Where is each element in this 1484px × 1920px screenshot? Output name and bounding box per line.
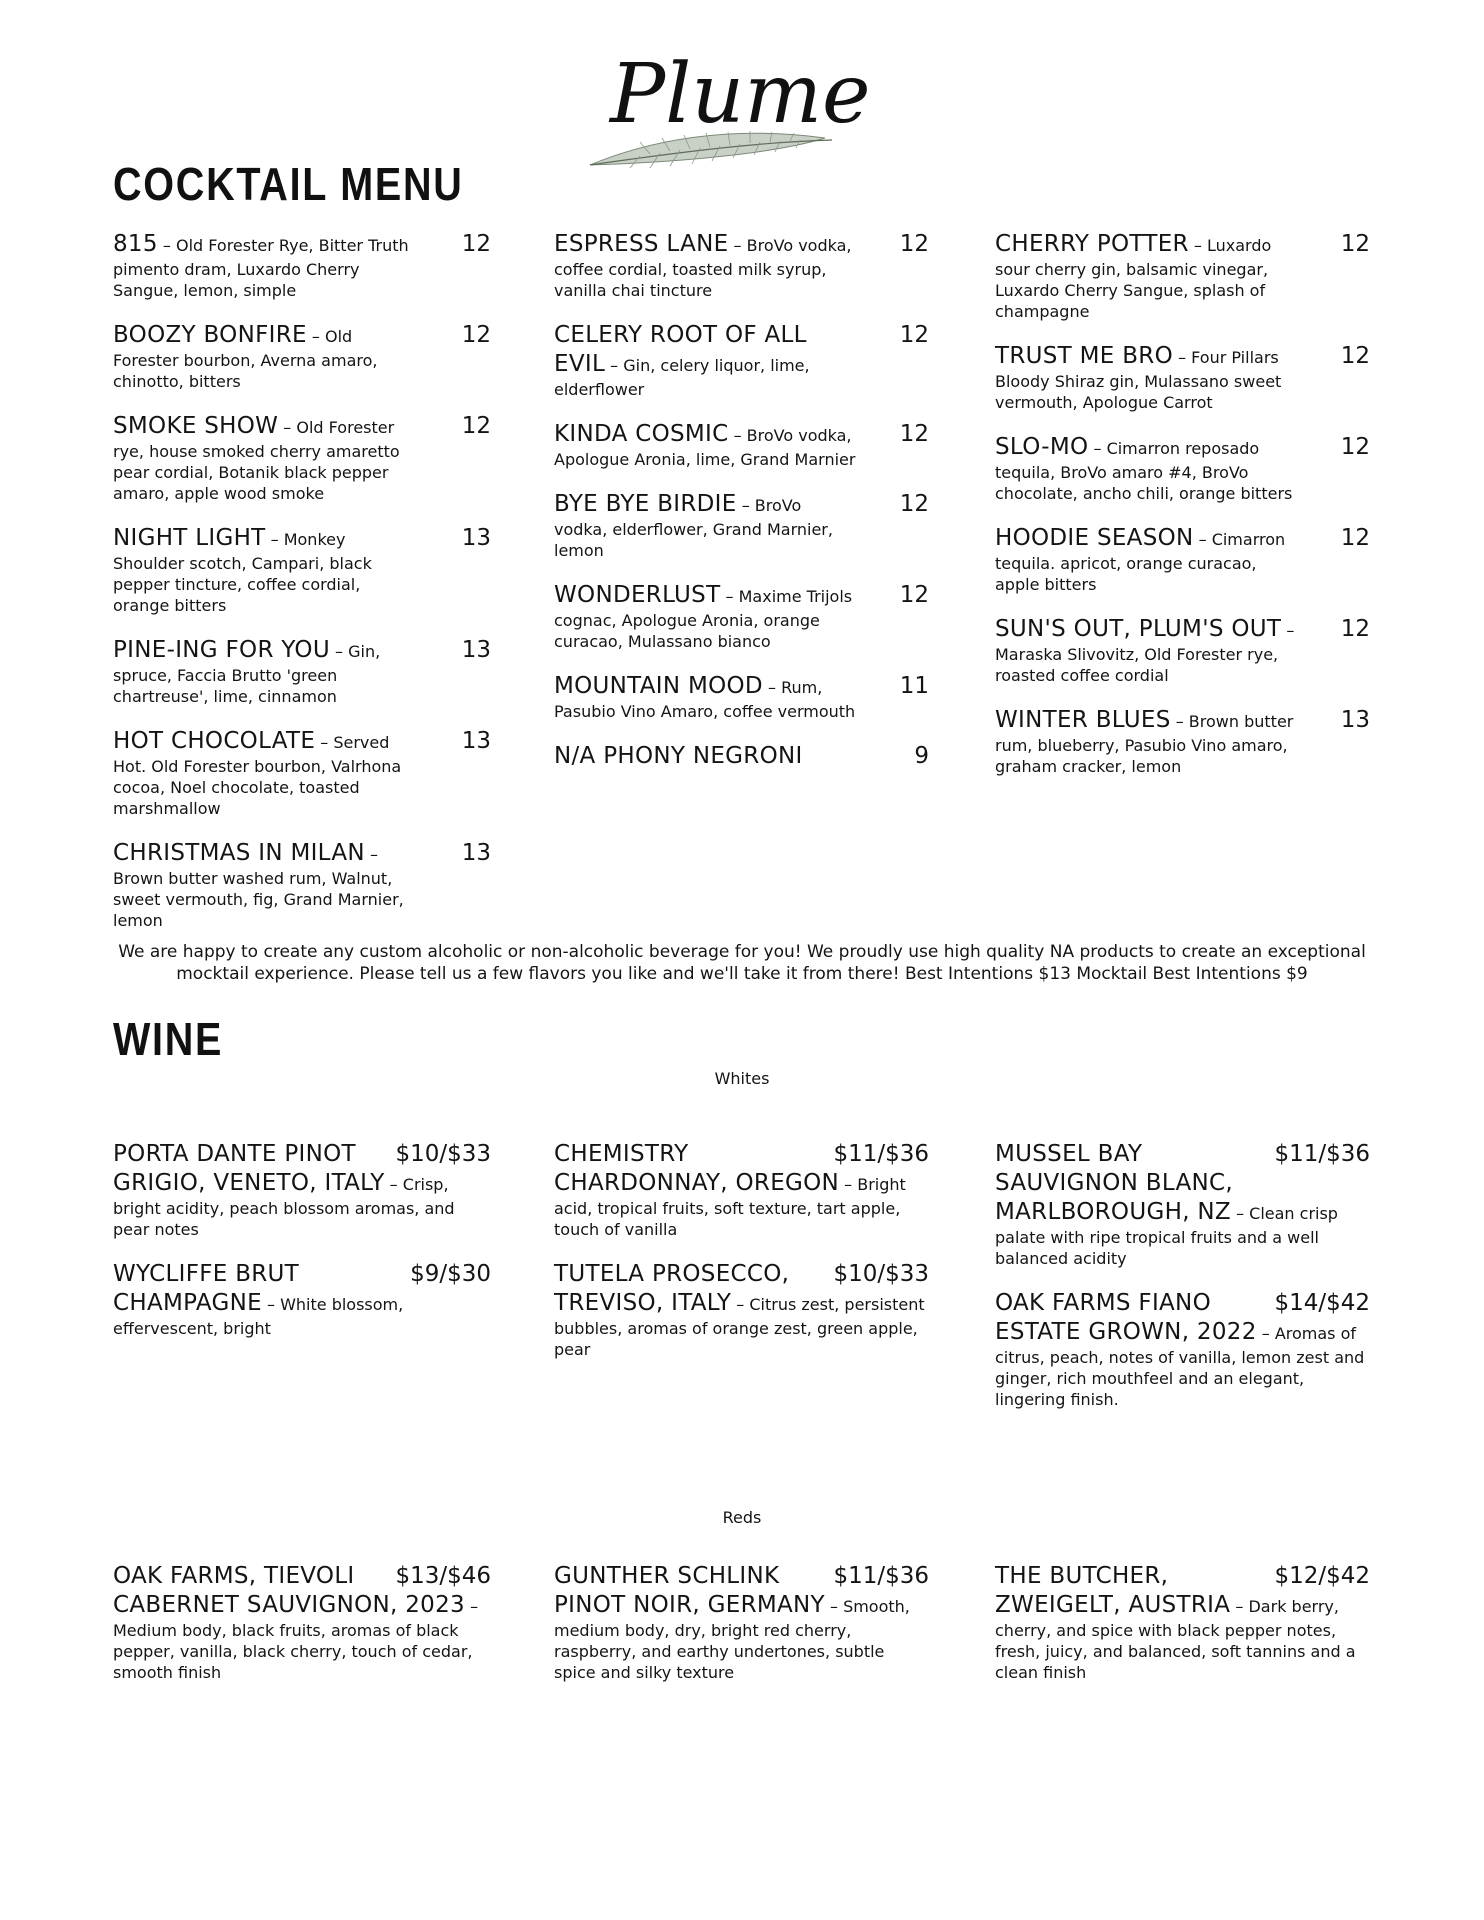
- cocktail-price: 12: [1340, 616, 1370, 642]
- red-wine-item: [554, 1562, 929, 1683]
- red-wine-item: [113, 1562, 491, 1683]
- cocktail-item: [113, 412, 491, 504]
- cocktail-heading: [554, 321, 929, 400]
- cocktail-heading: [995, 615, 1370, 686]
- dash-separator: –: [728, 426, 747, 445]
- cocktail-name: 815: [113, 231, 158, 257]
- cocktail-description: Cimarron reposado tequila, BroVo amaro #4, BroVo chocolate, ancho chili, orange bitters: [995, 439, 1293, 503]
- dash-separator: –: [329, 642, 349, 661]
- cocktail-price: 12: [1340, 343, 1370, 369]
- cocktail-name: CHRISTMAS IN MILAN: [113, 840, 365, 866]
- cocktail-price: 13: [461, 728, 491, 754]
- cocktail-name: BOOZY BONFIRE: [113, 322, 307, 348]
- cocktail-name: N/A PHONY NEGRONI: [554, 743, 803, 769]
- dash-separator: –: [1188, 236, 1207, 255]
- cocktail-description: Gin, celery liquor, lime, elderflower: [554, 356, 810, 399]
- cocktail-price: 11: [899, 673, 929, 699]
- cocktail-heading: [113, 230, 491, 301]
- dash-separator: –: [1230, 1204, 1250, 1223]
- cocktail-heading: [113, 636, 491, 707]
- cocktail-name: CHERRY POTTER: [995, 231, 1189, 257]
- cocktail-item: [995, 524, 1370, 595]
- white-wine-description: Citrus zest, persistent bubbles, aromas of orange zest, green apple, pear: [554, 1295, 925, 1359]
- cocktail-description: BroVo vodka, elderflower, Grand Marnier, lemon: [554, 496, 833, 560]
- whites-column-3: [995, 1140, 1370, 1430]
- cocktail-name: HOODIE SEASON: [995, 525, 1194, 551]
- cocktail-price: 12: [461, 413, 491, 439]
- dash-separator: –: [1256, 1324, 1275, 1343]
- dash-separator: –: [839, 1175, 858, 1194]
- cocktail-price: 12: [899, 582, 929, 608]
- cocktail-item: [113, 230, 491, 301]
- cocktail-price: 12: [899, 322, 929, 348]
- cocktail-description: Brown butter rum, blueberry, Pasubio Vino amaro, graham cracker, lemon: [995, 712, 1294, 776]
- white-wine-name: CHEMISTRY CHARDONNAY, OREGON: [554, 1141, 840, 1196]
- white-wine-item: [995, 1140, 1370, 1269]
- cocktail-description: Maxime Trijols cognac, Apologue Aronia, orange curacao, Mulassano bianco: [554, 587, 853, 651]
- dash-separator: –: [736, 496, 755, 515]
- cocktail-name: MOUNTAIN MOOD: [554, 673, 763, 699]
- dash-separator: –: [315, 733, 334, 752]
- dash-separator: –: [728, 236, 747, 255]
- cocktail-description: Monkey Shoulder scotch, Campari, black pepper tincture, coffee cordial, orange bitters: [113, 530, 372, 615]
- cocktail-item: [995, 433, 1370, 504]
- cocktail-item: [113, 727, 491, 819]
- cocktail-item: [554, 581, 929, 652]
- cocktail-heading: [554, 742, 929, 771]
- reds-column-3: [995, 1562, 1370, 1703]
- red-wine-name: GUNTHER SCHLINK PINOT NOIR, GERMANY: [554, 1563, 825, 1618]
- cocktail-name: WINTER BLUES: [995, 707, 1171, 733]
- red-wine-price: $13/$46: [387, 1562, 491, 1591]
- reds-column-1: [113, 1562, 491, 1703]
- cocktail-price: 12: [1340, 434, 1370, 460]
- cocktail-heading: [113, 321, 491, 392]
- cocktail-description: Old Forester bourbon, Averna amaro, chinotto, bitters: [113, 327, 378, 391]
- cocktail-name: WONDERLUST: [554, 582, 721, 608]
- cocktail-heading: [113, 727, 491, 819]
- dash-separator: –: [731, 1295, 750, 1314]
- dash-separator: –: [384, 1175, 403, 1194]
- cocktail-heading: [995, 433, 1370, 504]
- cocktail-heading: [995, 524, 1370, 595]
- white-wine-price: $9/$30: [402, 1260, 491, 1289]
- cocktail-description: Old Forester Rye, Bitter Truth pimento dram, Luxardo Cherry Sangue, lemon, simple: [113, 236, 409, 300]
- cocktail-heading: [113, 412, 491, 504]
- cocktail-name: HOT CHOCOLATE: [113, 728, 316, 754]
- plume-logo: [570, 40, 900, 200]
- cocktail-menu-title: COCKTAIL MENU: [113, 158, 464, 210]
- cocktail-name: BYE BYE BIRDIE: [554, 491, 737, 517]
- cocktail-item: [113, 636, 491, 707]
- red-wine-description: Dark berry, cherry, and spice with black pepper notes, fresh, juicy, and balanced, soft tannins and a clean finish: [995, 1597, 1356, 1682]
- cocktail-price: 12: [461, 322, 491, 348]
- white-wine-description: Crisp, bright acidity, peach blossom aromas, and pear notes: [113, 1175, 455, 1239]
- whites-column-2: [554, 1140, 929, 1380]
- white-wine-price: $10/$33: [387, 1140, 491, 1169]
- white-wine-item: [995, 1289, 1370, 1410]
- dash-separator: –: [1193, 530, 1212, 549]
- cocktail-item: [554, 321, 929, 400]
- dash-separator: –: [157, 236, 176, 255]
- cocktail-name: SLO-MO: [995, 434, 1089, 460]
- dash-separator: –: [824, 1597, 844, 1616]
- white-wine-name: WYCLIFFE BRUT CHAMPAGNE: [113, 1261, 300, 1316]
- cocktail-description: Brown butter washed rum, Walnut, sweet vermouth, fig, Grand Marnier, lemon: [113, 869, 404, 930]
- dash-separator: –: [261, 1295, 281, 1314]
- cocktail-heading: [995, 230, 1370, 322]
- cocktail-heading: [995, 342, 1370, 413]
- white-wine-price: $14/$42: [1266, 1289, 1370, 1318]
- cocktail-heading: [113, 839, 491, 931]
- white-wine-name: OAK FARMS FIANO ESTATE GROWN, 2022: [995, 1290, 1257, 1345]
- cocktail-description: Maraska Slivovitz, Old Forester rye, roasted coffee cordial: [995, 645, 1279, 685]
- reds-column-2: [554, 1562, 929, 1703]
- cocktail-item: [554, 742, 929, 771]
- cocktail-price: 12: [899, 421, 929, 447]
- dash-separator: –: [762, 678, 782, 697]
- cocktail-heading: [554, 420, 929, 470]
- white-wine-price: $11/$36: [1266, 1140, 1370, 1169]
- white-wine-item: [554, 1140, 929, 1240]
- white-wine-item: [113, 1140, 491, 1240]
- cocktail-price: 13: [461, 525, 491, 551]
- dash-separator: –: [1230, 1597, 1249, 1616]
- cocktail-price: 12: [1340, 525, 1370, 551]
- cocktail-price: 9: [914, 743, 929, 769]
- reds-label: Reds: [722, 1508, 762, 1527]
- cocktail-item: [554, 490, 929, 561]
- cocktail-price: 12: [899, 231, 929, 257]
- cocktail-description: Four Pillars Bloody Shiraz gin, Mulassano sweet vermouth, Apologue Carrot: [995, 348, 1282, 412]
- whites-label: Whites: [714, 1069, 770, 1088]
- cocktail-item: [554, 672, 929, 722]
- white-wine-description: Clean crisp palate with ripe tropical fruits and a well balanced acidity: [995, 1204, 1338, 1268]
- dash-separator: –: [265, 530, 284, 549]
- white-wine-description: Aromas of citrus, peach, notes of vanilla, lemon zest and ginger, rich mouthfeel and an elegant, lingering finish.: [995, 1324, 1365, 1409]
- dash-separator: –: [278, 418, 297, 437]
- cocktail-item: [995, 706, 1370, 777]
- white-wine-description: White blossom, effervescent, bright: [113, 1295, 404, 1338]
- cocktail-name: TRUST ME BRO: [995, 343, 1173, 369]
- cocktail-name: NIGHT LIGHT: [113, 525, 266, 551]
- dash-separator: –: [364, 845, 378, 864]
- dash-separator: –: [1281, 621, 1295, 640]
- red-wine-description: Smooth, medium body, dry, bright red cherry, raspberry, and earthy undertones, subtle spice and silky texture: [554, 1597, 910, 1682]
- custom-beverage-note: We are happy to create any custom alcoholic or non-alcoholic beverage for you! We proudly use high quality NA products to create an exceptional mocktail experience. Please tell us a few flavors you like and we'll take it from there! Best Intentions $13 Mocktail Best Intentions $9: [118, 942, 1366, 984]
- cocktail-item: [995, 615, 1370, 686]
- red-wine-description: Medium body, black fruits, aromas of black pepper, vanilla, black cherry, touch of cedar, smooth finish: [113, 1621, 473, 1682]
- red-wine-name: THE BUTCHER, ZWEIGELT, AUSTRIA: [995, 1563, 1231, 1618]
- cocktail-item: [554, 420, 929, 470]
- white-wine-name: MUSSEL BAY SAUVIGNON BLANC, MARLBOROUGH, NZ: [995, 1141, 1233, 1225]
- wine-title: WINE: [113, 1013, 224, 1065]
- cocktail-description: BroVo vodka, coffee cordial, toasted milk syrup, vanilla chai tincture: [554, 236, 852, 300]
- cocktail-name: CELERY ROOT OF ALL EVIL: [554, 322, 807, 377]
- cocktail-column-1: [113, 230, 491, 951]
- cocktail-description: Old Forester rye, house smoked cherry amaretto pear cordial, Botanik black pepper amaro, apple wood smoke: [113, 418, 400, 503]
- cocktail-column-2: [554, 230, 929, 791]
- cocktail-name: KINDA COSMIC: [554, 421, 729, 447]
- cocktail-item: [995, 230, 1370, 322]
- dash-separator: –: [306, 327, 325, 346]
- cocktail-price: 12: [1340, 231, 1370, 257]
- cocktail-item: [113, 839, 491, 931]
- cocktail-description: Cimarron tequila. apricot, orange curacao, apple bitters: [995, 530, 1286, 594]
- cocktail-description: Gin, spruce, Faccia Brutto 'green chartreuse', lime, cinnamon: [113, 642, 381, 706]
- dash-separator: –: [465, 1597, 479, 1616]
- cocktail-item: [113, 524, 491, 616]
- white-wine-item: [113, 1260, 491, 1339]
- white-wine-description: Bright acid, tropical fruits, soft texture, tart apple, touch of vanilla: [554, 1175, 906, 1239]
- cocktail-description: Served Hot. Old Forester bourbon, Valrhona cocoa, Noel chocolate, toasted marshmallow: [113, 733, 402, 818]
- white-wine-price: $11/$36: [825, 1140, 929, 1169]
- white-wine-name: TUTELA PROSECCO, TREVISO, ITALY: [554, 1261, 790, 1316]
- cocktail-heading: [554, 490, 929, 561]
- cocktail-name: SUN'S OUT, PLUM'S OUT: [995, 616, 1282, 642]
- cocktail-description: Rum, Pasubio Vino Amaro, coffee vermouth: [554, 678, 856, 721]
- dash-separator: –: [605, 356, 624, 375]
- cocktail-item: [995, 342, 1370, 413]
- cocktail-item: [113, 321, 491, 392]
- cocktail-description: BroVo vodka, Apologue Aronia, lime, Grand Marnier: [554, 426, 856, 469]
- cocktail-heading: [554, 672, 929, 722]
- logo-script-text: Plume: [610, 47, 871, 142]
- white-wine-item: [554, 1260, 929, 1360]
- red-wine-item: [995, 1562, 1370, 1683]
- cocktail-heading: [113, 524, 491, 616]
- cocktail-price: 13: [1340, 707, 1370, 733]
- dash-separator: –: [1088, 439, 1107, 458]
- red-wine-price: $11/$36: [825, 1562, 929, 1591]
- cocktail-price: 13: [461, 637, 491, 663]
- dash-separator: –: [1170, 712, 1189, 731]
- red-wine-name: OAK FARMS, TIEVOLI CABERNET SAUVIGNON, 2023: [113, 1563, 465, 1618]
- red-wine-price: $12/$42: [1266, 1562, 1370, 1591]
- cocktail-price: 12: [461, 231, 491, 257]
- cocktail-name: SMOKE SHOW: [113, 413, 279, 439]
- cocktail-price: 12: [899, 491, 929, 517]
- cocktail-heading: [554, 581, 929, 652]
- white-wine-name: PORTA DANTE PINOT GRIGIO, VENETO, ITALY: [113, 1141, 385, 1196]
- cocktail-price: 13: [461, 840, 491, 866]
- cocktail-description: Luxardo sour cherry gin, balsamic vinegar, Luxardo Cherry Sangue, splash of champagne: [995, 236, 1272, 321]
- whites-column-1: [113, 1140, 491, 1359]
- cocktail-item: [554, 230, 929, 301]
- cocktail-name: ESPRESS LANE: [554, 231, 729, 257]
- cocktail-heading: [995, 706, 1370, 777]
- white-wine-price: $10/$33: [825, 1260, 929, 1289]
- cocktail-name: PINE-ING FOR YOU: [113, 637, 330, 663]
- cocktail-column-3: [995, 230, 1370, 797]
- dash-separator: –: [1172, 348, 1192, 367]
- cocktail-heading: [554, 230, 929, 301]
- dash-separator: –: [720, 587, 739, 606]
